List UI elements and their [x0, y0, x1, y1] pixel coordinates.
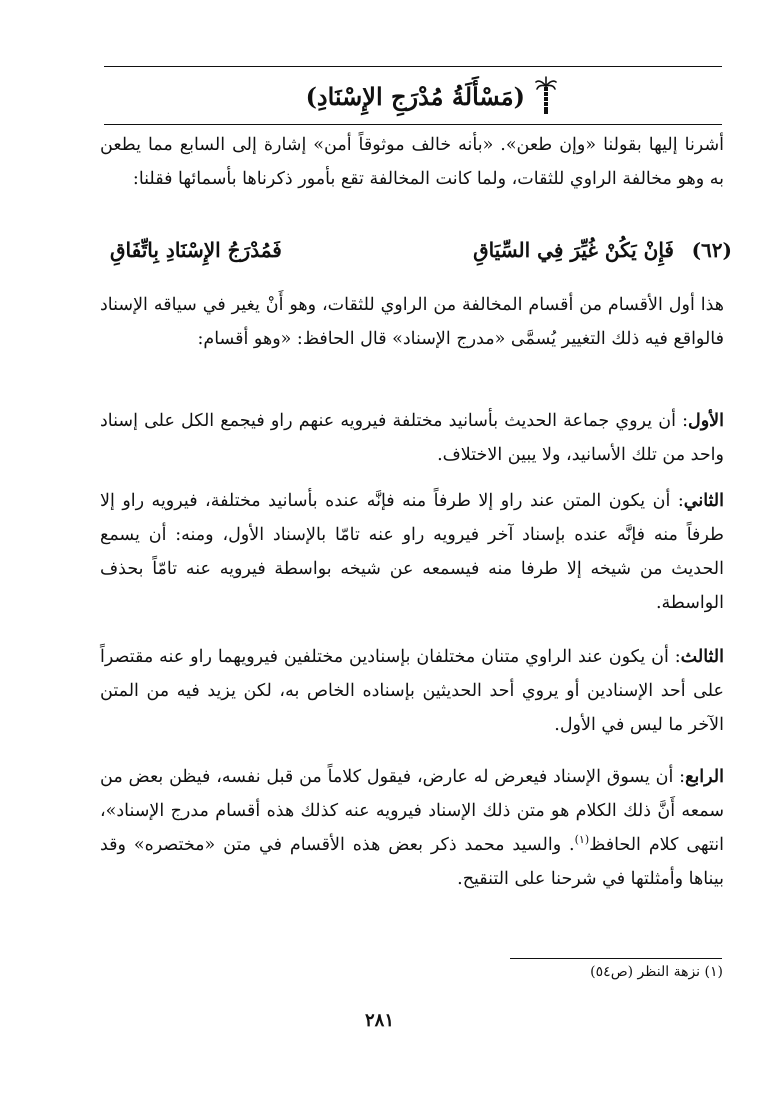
- paragraph-third-type: [100, 640, 724, 742]
- header-rule: [104, 124, 722, 125]
- paragraph-explanation: [100, 288, 724, 356]
- page-title: (مَسْأَلَةُ مُدْرَجِ الإِسْنَادِ): [305, 81, 525, 111]
- verse-number: (٦٢): [691, 238, 732, 262]
- paragraph-text: : أن يسوق الإسناد فيعرض له عارض، فيقول كلاماً من قبل نفسه، فيظن بعض من سمعه أَنَّ ذلك الكلام هو متن ذلك الإسناد فيرويه عنه كذلك هذه أقسام مدرج الإسناد»، انتهى كلام الحافظ: [100, 767, 724, 855]
- paragraph-text: : أن يكون المتن عند راو إلا طرفاً منه فإنَّه عنده بأسانيد مختلفة، فيرويه راو إلا طرفاً منه فإنَّه عنده بإسناد آخر فيرويه راو عنه تامّا بالإسناد الأول، ومنه: أن يسمع الحديث من شيخه إلا طرفا منه فيسمعه عن شيخه بواسطة فيرويه عنه تامّاً بحذف الواسطة.: [100, 491, 724, 613]
- paragraph-second-type: [100, 484, 724, 620]
- paragraph-label: الرابع: [685, 767, 724, 787]
- top-rule: [104, 66, 722, 67]
- palm-tree-icon: [535, 76, 557, 116]
- paragraph-text: : أن يكون عند الراوي متنان مختلفان بإسنادين مختلفين فيرويهما راو عنه مقتصراً على أحد الإسنادين أو يروي أحد الحديثين بإسناده الخاص به، لكن يزيد فيه من المتن الآخر ما ليس في الأول.: [100, 647, 724, 735]
- paragraph-label: الثاني: [683, 491, 724, 511]
- paragraph-label: الثالث: [680, 647, 724, 667]
- footnote-reference[interactable]: (١): [574, 833, 590, 847]
- paragraph-label: الأول: [687, 411, 724, 431]
- footnote-rule: [510, 958, 722, 959]
- paragraph-first-type: [100, 404, 724, 472]
- paragraph-fourth-type: [100, 760, 724, 896]
- paragraph-text: أشرنا إليها بقولنا «وإن طعن». «بأنه خالف موثوقاً أمن» إشارة إلى السابع مما يطعن به وهو مخالفة الراوي للثقات، ولما كانت المخالفة تقع بأمور ذكرناها بأسمائها فقلنا:: [100, 135, 724, 189]
- paragraph-text: . والسيد محمد ذكر بعض هذه الأقسام في متن «مختصره» وقد بيناها وأمثلتها في شرحنا على التنقيح.: [100, 835, 724, 889]
- verse-first-hemistich: فَإِنْ يَكُنْ غُيِّرَ فِي السِّيَاقِ: [473, 238, 674, 262]
- page-header: [306, 68, 557, 124]
- paragraph-text: هذا أول الأقسام من أقسام المخالفة من الراوي للثقات، وهو أَنْ يغير في سياقه الإسناد فالواقع فيه ذلك التغيير يُسمَّى «مدرج الإسناد» قال الحافظ: «وهو أقسام:: [100, 295, 724, 349]
- paragraph-intro: [100, 128, 724, 196]
- page-number: ٢٨١: [364, 1010, 394, 1031]
- verse-second-hemistich: فَمُدْرَجُ الإِسْنَادِ بِاتِّفَاقِ: [110, 238, 282, 262]
- paragraph-text: : أن يروي جماعة الحديث بأسانيد مختلفة فيرويه عنهم راو فيجمع الكل على إسناد واحد من تلك الأسانيد، ولا يبين الاختلاف.: [100, 411, 724, 465]
- verse-line: [100, 238, 732, 278]
- footnote: (١) نزهة النظر (ص٥٤): [590, 964, 723, 980]
